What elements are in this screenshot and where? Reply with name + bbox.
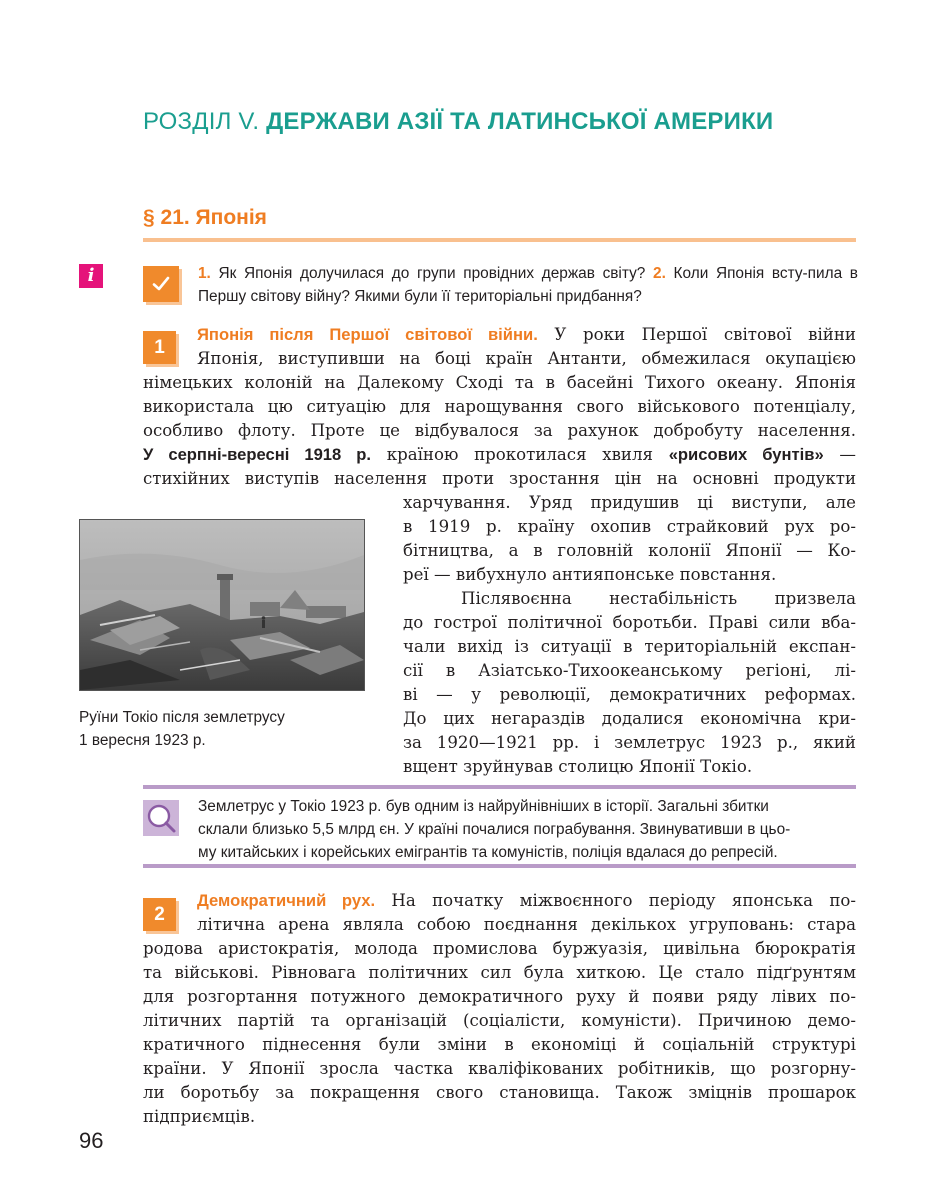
text-run: У роки Першої світової війни: [537, 325, 856, 344]
body-line: літична арена являла собою поєднання декількох угруповань: стара: [197, 915, 856, 934]
chapter-prefix: РОЗДІЛ V.: [143, 108, 267, 135]
body-line: [143, 443, 856, 467]
text-run: На початку міжвоєнного періоду японська по-: [375, 891, 856, 910]
body-line: використала цю ситуацію для нарощування свого військового потенціалу,: [143, 397, 856, 416]
date-highlight: У серпні-вересні 1918 р.: [143, 445, 372, 464]
body-line: сії в Азіатсько-Тихоокеанському регіоні, лі-: [403, 661, 856, 680]
body-line: чали вихід із ситуації в територіальній експан-: [403, 637, 856, 656]
body-line: німецьких колоній на Далекому Сході та в басейні Тихого океану. Японія: [143, 373, 856, 392]
caption-line: Руїни Токіо після землетрусу: [79, 709, 285, 726]
body-line: Японія, виступивши на боці країн Антанти, обмежилася окупацією: [197, 349, 856, 368]
body-line: бітництва, а в головній колонії Японії — Ко-: [403, 541, 856, 560]
body-line: родова аристократія, молода промислова буржуазія, цивільна бюрократія: [143, 939, 856, 958]
caption-line: 1 вересня 1923 р.: [79, 732, 206, 749]
section-divider: [143, 238, 856, 242]
paragraph-heading: Японія після Першої світової війни.: [197, 325, 538, 344]
paragraph-heading: Демократичний рух.: [197, 891, 376, 910]
body-line: підприємців.: [143, 1107, 256, 1126]
photo-caption: [79, 706, 349, 752]
magnifier-icon: [143, 800, 179, 836]
chapter-name: ДЕРЖАВИ АЗІЇ ТА ЛАТИНСЬКОЇ АМЕРИКИ: [266, 108, 774, 135]
page-number: 96: [79, 1128, 104, 1153]
section-title: § 21. Японія: [143, 206, 267, 229]
body-line: вщент зруйнував столицю Японії Токіо.: [403, 757, 753, 776]
question-text: Коли Японія всту-пила в Першу світову війну? Якими були її територіальні придбання?: [198, 265, 858, 305]
tokyo-ruins-photo: [79, 519, 365, 691]
body-line: в 1919 р. країну охопив страйковий рух ро-: [403, 517, 856, 536]
term-highlight: «рисових бунтів»: [668, 445, 824, 464]
question-number: 1.: [198, 265, 211, 282]
review-questions: [198, 262, 858, 308]
text-run: —: [823, 445, 856, 464]
body-line: ві — у революції, демократичних реформах.: [403, 685, 856, 704]
body-line: літичних партій та організацій (соціалісти, комуністи). Причиною демо-: [143, 1011, 856, 1030]
body-line: стихійних виступів населення проти зростання цін на основні продукти: [143, 469, 856, 488]
question-text: Як Японія долучилася до групи провідних держав світу?: [210, 265, 654, 282]
body-line: та військові. Рівновага політичних сил була хиткою. Це стало підґрунтям: [143, 963, 856, 982]
body-line: за 1920—1921 рр. і землетрус 1923 р., який: [403, 733, 856, 752]
body-line: особливо флоту. Проте це відбувалося за рахунок добробуту населення.: [143, 421, 856, 440]
info-icon: i: [79, 264, 103, 288]
body-line: реї — вибухнуло антияпонське повстання.: [403, 565, 777, 584]
body-line: кратичного піднесення були зміни в економіці й соціальній структурі: [143, 1035, 856, 1054]
question-number: 2.: [653, 265, 666, 282]
paragraph-number-badge: 1: [143, 331, 176, 364]
body-line: [197, 889, 856, 913]
body-line: до гострої політичної боротьби. Праві сили вба-: [403, 613, 856, 632]
body-line: ли боротьбу за покращення свого становища. Також зміцнів прошарок: [143, 1083, 856, 1102]
paragraph-number-badge: 2: [143, 898, 176, 931]
note-top-rule: [143, 785, 856, 789]
note-line: му китайських і корейських емігрантів та комуністів, поліція вдалася до репресій.: [198, 844, 778, 861]
body-line: [197, 323, 856, 347]
body-line: для розгортання потужного демократичного руху й появи ряду лівих по-: [143, 987, 856, 1006]
text-run: країною прокотилася хвиля: [371, 445, 669, 464]
checkmark-icon: [143, 266, 179, 302]
body-line: До цих негараздів додалися економічна кри-: [403, 709, 856, 728]
body-line: країни. У Японії зросла частка кваліфікованих робітників, що розгорну-: [143, 1059, 856, 1078]
note-line: Землетрус у Токіо 1923 р. був одним із найруйнівніших в історії. Загальні збитки: [198, 798, 769, 815]
chapter-title: [143, 108, 903, 136]
note-line: склали близько 5,5 млрд єн. У країні почалися пограбування. Звинувативши в цьо-: [198, 821, 791, 838]
note-text: [198, 795, 858, 864]
body-line: харчування. Уряд придушив ці виступи, але: [403, 493, 856, 512]
note-bottom-rule: [143, 864, 856, 868]
body-line: Післявоєнна нестабільність призвела: [461, 589, 856, 608]
